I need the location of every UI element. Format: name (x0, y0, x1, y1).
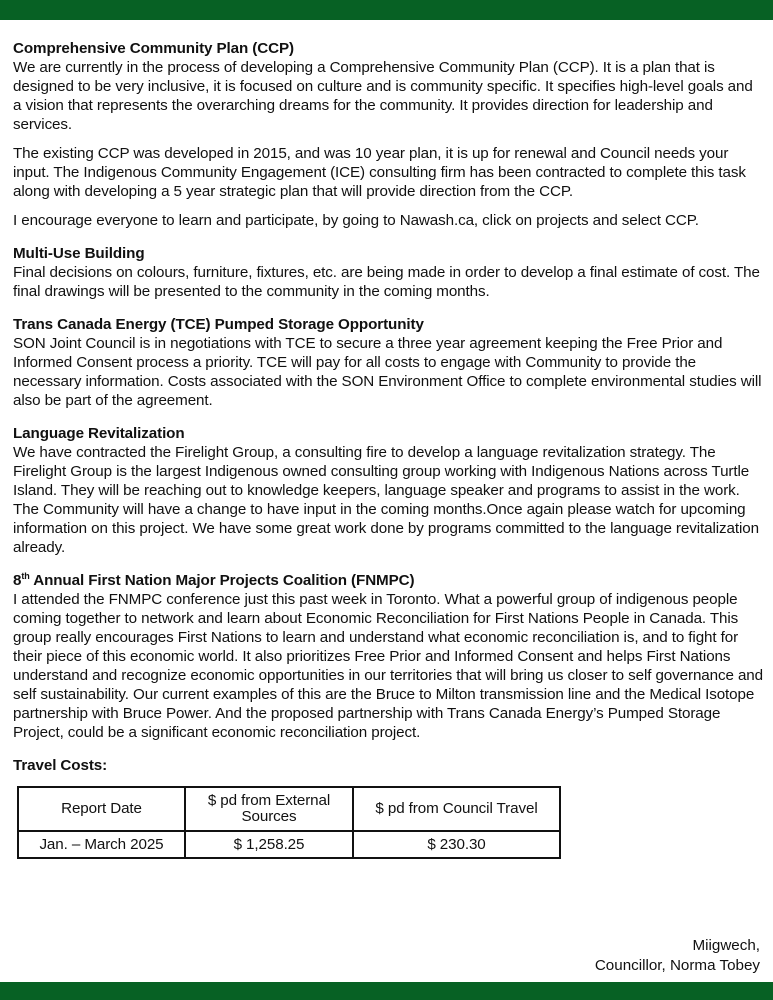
section-title (13, 571, 765, 590)
travel-costs-table (17, 786, 561, 859)
section-title: Trans Canada Energy (TCE) Pumped Storage Opportunity (13, 316, 424, 333)
column-header: Report Date (18, 787, 185, 831)
section-tce (13, 315, 765, 410)
table-cell: $ 1,258.25 (185, 831, 353, 858)
paragraph: We are currently in the process of developing a Comprehensive Community Plan (CCP). It is a plan that is designed to be very inclusive, it is focused on culture and is community specific. It specifies high-level goals and a vision that represents the overarching dreams for the community. It provides direction for leadership and services. (13, 59, 753, 133)
section-ccp (13, 39, 765, 230)
signoff (595, 936, 760, 976)
title-text: Annual First Nation Major Projects Coalition (FNMPC) (29, 572, 415, 589)
table-cell: $ 230.30 (353, 831, 560, 858)
footer-bar (0, 982, 773, 1000)
signature: Councillor, Norma Tobey (594, 957, 760, 974)
section-title: Multi-Use Building (13, 245, 145, 262)
table-header-row (18, 787, 560, 831)
closing: Miigwech, (692, 937, 760, 954)
section-travel-costs (13, 756, 765, 859)
title-ordinal: th (21, 571, 30, 581)
paragraph: SON Joint Council is in negotiations with TCE to secure a three year agreement keeping the Free Prior and Informed Consent process a priority. TCE will pay for all costs to engage with Community to provide the necessary information. Costs associated with the SON Environment Office to complete environmental studies will also be part of the agreement. (13, 335, 762, 409)
paragraph: Final decisions on colours, furniture, fixtures, etc. are being made in order to develop a final estimate of cost. The final drawings will be presented to the community in the coming months. (13, 264, 760, 300)
paragraph: The existing CCP was developed in 2015, and was 10 year plan, it is up for renewal and Council needs your input. The Indigenous Community Engagement (ICE) consulting firm has been contracted to complete this task along with developing a 5 year strategic plan that will provide direction from the CCP. (13, 145, 746, 200)
section-title: Travel Costs: (13, 757, 108, 774)
document-body (13, 39, 765, 873)
header-bar (0, 0, 773, 20)
section-title: Language Revitalization (13, 425, 185, 442)
section-multi-use-building (13, 244, 765, 301)
paragraph: We have contracted the Firelight Group, a consulting fire to develop a language revitalization strategy. The Firelight Group is the largest Indigenous owned consulting group working with Indigenous Nations across Turtle Island. They will be reaching out to knowledge keepers, language speaker and programs to assist in the work. The Community will have a change to have input in the coming months.Once again please watch for upcoming information on this project. We have some great work done by programs committed to the language revitalization already. (13, 444, 759, 556)
table-row (18, 831, 560, 858)
paragraph: I attended the FNMPC conference just this past week in Toronto. What a powerful group of indigenous people coming together to network and learn about Economic Reconciliation for First Nations People in Canada. This group really encourages First Nations to learn and understand what economic reconciliation is, and to fight for their piece of this economic world. It also prioritizes Free Prior and Informed Consent and helps First Nations understand and recognize economic opportunities in our territories that will bring us closer to self governance and self sustainability. Our current examples of this are the Bruce to Milton transmission line and the Medical Isotope partnership with Bruce Power. And the proposed partnership with Trans Canada Energy’s Pumped Storage Project, could be a significant economic reconciliation project. (13, 591, 763, 741)
section-title: Comprehensive Community Plan (CCP) (13, 40, 294, 57)
title-number: 8 (13, 572, 22, 589)
table-cell: Jan. – March 2025 (18, 831, 185, 858)
section-fnmpc (13, 571, 765, 742)
column-header: $ pd from Council Travel (353, 787, 560, 831)
paragraph: I encourage everyone to learn and participate, by going to Nawash.ca, click on projects and select CCP. (13, 212, 699, 229)
column-header: $ pd from External Sources (185, 787, 353, 831)
section-language-revitalization (13, 424, 765, 557)
